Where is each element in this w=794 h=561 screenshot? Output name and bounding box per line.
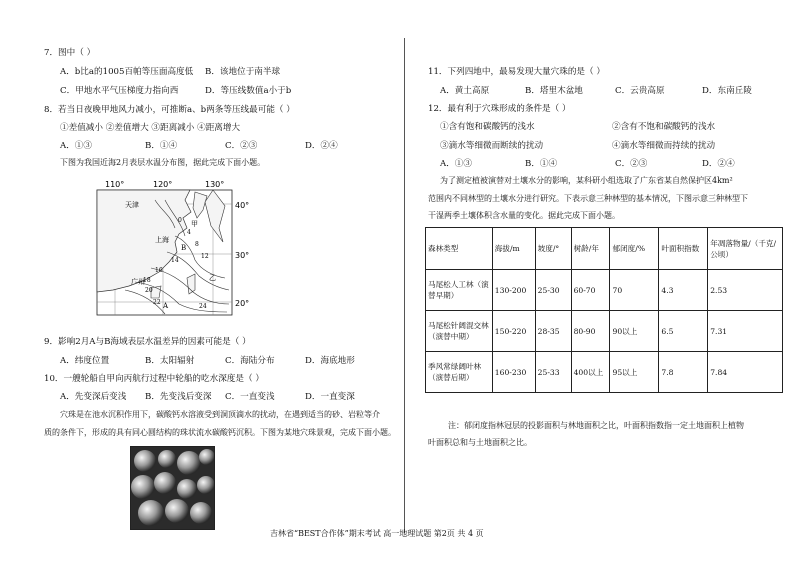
- q12-item-3: ③滴水等细微而断续的扰动: [440, 141, 544, 151]
- table-header: 郁闭度/%: [610, 228, 659, 270]
- table-header-row: [426, 228, 783, 270]
- table-row: [426, 270, 783, 311]
- table-cell: 7.84: [708, 352, 783, 393]
- cave-intro-line-1: 穴珠是在池水沉积作用下，碳酸钙水溶液受到洞顶滴水的扰动，在遇到适当的砂、岩粒等介: [60, 410, 380, 419]
- q10-option-d[interactable]: D．一直变深: [305, 392, 355, 402]
- table-cell: 150-220: [492, 311, 535, 352]
- table-header: 叶面积指数: [659, 228, 708, 270]
- q11-option-d[interactable]: D．东南丘陵: [702, 86, 752, 96]
- isotherm-label-18: 18: [143, 277, 151, 284]
- q11-stem: 11．下列四地中，最易发现大量穴珠的是（ ）: [428, 67, 605, 77]
- isotherm-label-14: 14: [171, 257, 179, 264]
- study-intro-line-3: 干湿两季土壤体积含水量的变化。据此完成下面小题。: [428, 211, 620, 220]
- isotherm-label-0: 0: [178, 217, 182, 224]
- lat-label-30: 30°: [235, 251, 250, 260]
- isotherm-label-24: 24: [199, 303, 207, 310]
- q9-stem: 9．影响2月A与B海域表层水温差异的因素可能是（ ）: [44, 337, 251, 347]
- place-yi: 乙: [209, 274, 216, 282]
- lon-label-110: 110°: [105, 180, 125, 189]
- q8-option-b[interactable]: B．①④: [145, 141, 178, 151]
- table-cell: 7.8: [659, 352, 708, 393]
- table-cell: 60-70: [571, 270, 610, 311]
- q12-option-a[interactable]: A．①③: [440, 159, 472, 169]
- table-cell: 25-30: [535, 270, 571, 311]
- q9-option-c[interactable]: C．海陆分布: [225, 356, 275, 366]
- cave-pearl-photo: [130, 446, 215, 530]
- table-row: [426, 311, 783, 352]
- study-intro-line-2: 范围内不同林型的土壤水分进行研究。下表示意三种林型的基本情况，下图示意三种林型下: [428, 194, 748, 203]
- q9-option-b[interactable]: B．太阳辐射: [145, 356, 195, 366]
- table-cell: 2.53: [708, 270, 783, 311]
- table-note-line-1: 注：郁闭度指林冠层的投影面积与林地面积之比，叶面积指数指一定土地面积上植物: [448, 421, 744, 430]
- page-footer: 吉林省“BEST合作体”期末考试 高一地理试题 第2页 共 4 页: [270, 529, 484, 538]
- q11-option-b[interactable]: B．塔里木盆地: [525, 86, 583, 96]
- table-cell: 28-35: [535, 311, 571, 352]
- cave-intro-line-2: 质的条件下，形成的具有同心圆结构的珠状流水碳酸钙沉积。下图为某地穴珠景观，完成下面小题。: [44, 428, 396, 437]
- table-note-line-2: 叶面积总和与土地面积之比。: [428, 438, 532, 447]
- table-cell: 70: [610, 270, 659, 311]
- lon-label-130: 130°: [205, 180, 225, 189]
- table-cell: 95以上: [610, 352, 659, 393]
- table-cell: 130-200: [492, 270, 535, 311]
- q7-option-c[interactable]: C．甲地水平气压梯度力指向西: [60, 86, 179, 96]
- place-a: A: [163, 302, 169, 310]
- isotherm-label-4: 4: [187, 229, 191, 236]
- table-cell: 6.5: [659, 311, 708, 352]
- q12-item-1: ①含有饱和碳酸钙的浅水: [440, 122, 535, 132]
- place-jia: 甲: [191, 220, 198, 228]
- q10-stem: 10．一艘轮船自甲向丙航行过程中轮船的吃水深度是（ ）: [44, 374, 264, 384]
- q9-option-d[interactable]: D．海底地形: [305, 356, 355, 366]
- q12-option-b[interactable]: B．①④: [525, 159, 558, 169]
- q12-option-d[interactable]: D．②④: [702, 159, 735, 169]
- table-header: 海拔/m: [492, 228, 535, 270]
- isotherm-label-12: 12: [201, 253, 209, 260]
- sea-temperature-map: [95, 180, 260, 320]
- table-cell: 90以上: [610, 311, 659, 352]
- study-intro-line-1: 为了测定植被演替对土壤水分的影响，某科研小组选取了广东省某自然保护区4km²: [440, 176, 733, 185]
- isotherm-label-16: 16: [155, 267, 163, 274]
- table-row: [426, 352, 783, 393]
- map-intro: 下图为我国近海2月表层水温分布图，据此完成下面小题。: [60, 158, 266, 167]
- table-header: 年凋落物量/（千克/公顷）: [708, 228, 783, 270]
- table-cell: 4.3: [659, 270, 708, 311]
- lon-label-120: 120°: [153, 180, 173, 189]
- isotherm-label-20: 20: [145, 287, 153, 294]
- table-cell: 马尾松针阔混交林（演替中期）: [426, 311, 493, 352]
- forest-type-table: [425, 227, 783, 393]
- lat-label-40: 40°: [235, 201, 250, 210]
- table-header: 坡度/°: [535, 228, 571, 270]
- q8-stem: 8．若当日夜晚甲地风力减小，可推断a、b两条等压线最可能（ ）: [44, 105, 295, 115]
- place-tianjin: 天津: [125, 201, 139, 209]
- table-header: 森林类型: [426, 228, 493, 270]
- q9-option-a[interactable]: A．纬度位置: [60, 356, 110, 366]
- q10-option-c[interactable]: C．一直变浅: [225, 392, 275, 402]
- q8-items: ①差值减小 ②差值增大 ③距离减小 ④距离增大: [60, 123, 241, 133]
- q12-item-2: ②含有不饱和碳酸钙的浅水: [612, 122, 716, 132]
- q7-option-b[interactable]: B．该地位于南半球: [205, 67, 281, 77]
- q8-option-c[interactable]: C．②③: [225, 141, 258, 151]
- q11-option-a[interactable]: A．黄土高原: [440, 86, 490, 96]
- lat-label-20: 20°: [235, 299, 250, 308]
- q7-option-d[interactable]: D．等压线数值a小于b: [205, 86, 292, 96]
- isotherm-label-22: 22: [153, 299, 161, 306]
- isotherm-label-8: 8: [195, 241, 199, 248]
- q12-item-4: ④滴水等细微而持续的扰动: [612, 141, 716, 151]
- table-cell: 25-33: [535, 352, 571, 393]
- column-divider: [404, 38, 405, 533]
- place-b: B: [181, 244, 187, 252]
- table-cell: 160-230: [492, 352, 535, 393]
- table-cell: 7.31: [708, 311, 783, 352]
- table-cell: 400以上: [571, 352, 610, 393]
- q12-option-c[interactable]: C．②③: [615, 159, 648, 169]
- q10-option-a[interactable]: A．先变深后变浅: [60, 392, 127, 402]
- q7-stem: 7．图中（ ）: [44, 48, 96, 58]
- table-header: 树龄/年: [571, 228, 610, 270]
- table-cell: 马尾松人工林（演替早期）: [426, 270, 493, 311]
- table-cell: 80-90: [571, 311, 610, 352]
- place-guangzhou: 广州: [131, 278, 145, 286]
- table-cell: 季风常绿阔叶林（演替后期）: [426, 352, 493, 393]
- q12-stem: 12．最有利于穴珠形成的条件是（ ）: [428, 104, 571, 114]
- q8-option-d[interactable]: D．②④: [305, 141, 338, 151]
- q11-option-c[interactable]: C．云贵高原: [615, 86, 665, 96]
- q7-option-a[interactable]: A．b比a的1005百帕等压面高度低: [60, 67, 194, 77]
- place-shanghai: 上海: [155, 236, 169, 244]
- q10-option-b[interactable]: B．先变浅后变深: [145, 392, 212, 402]
- q8-option-a[interactable]: A．①③: [60, 141, 92, 151]
